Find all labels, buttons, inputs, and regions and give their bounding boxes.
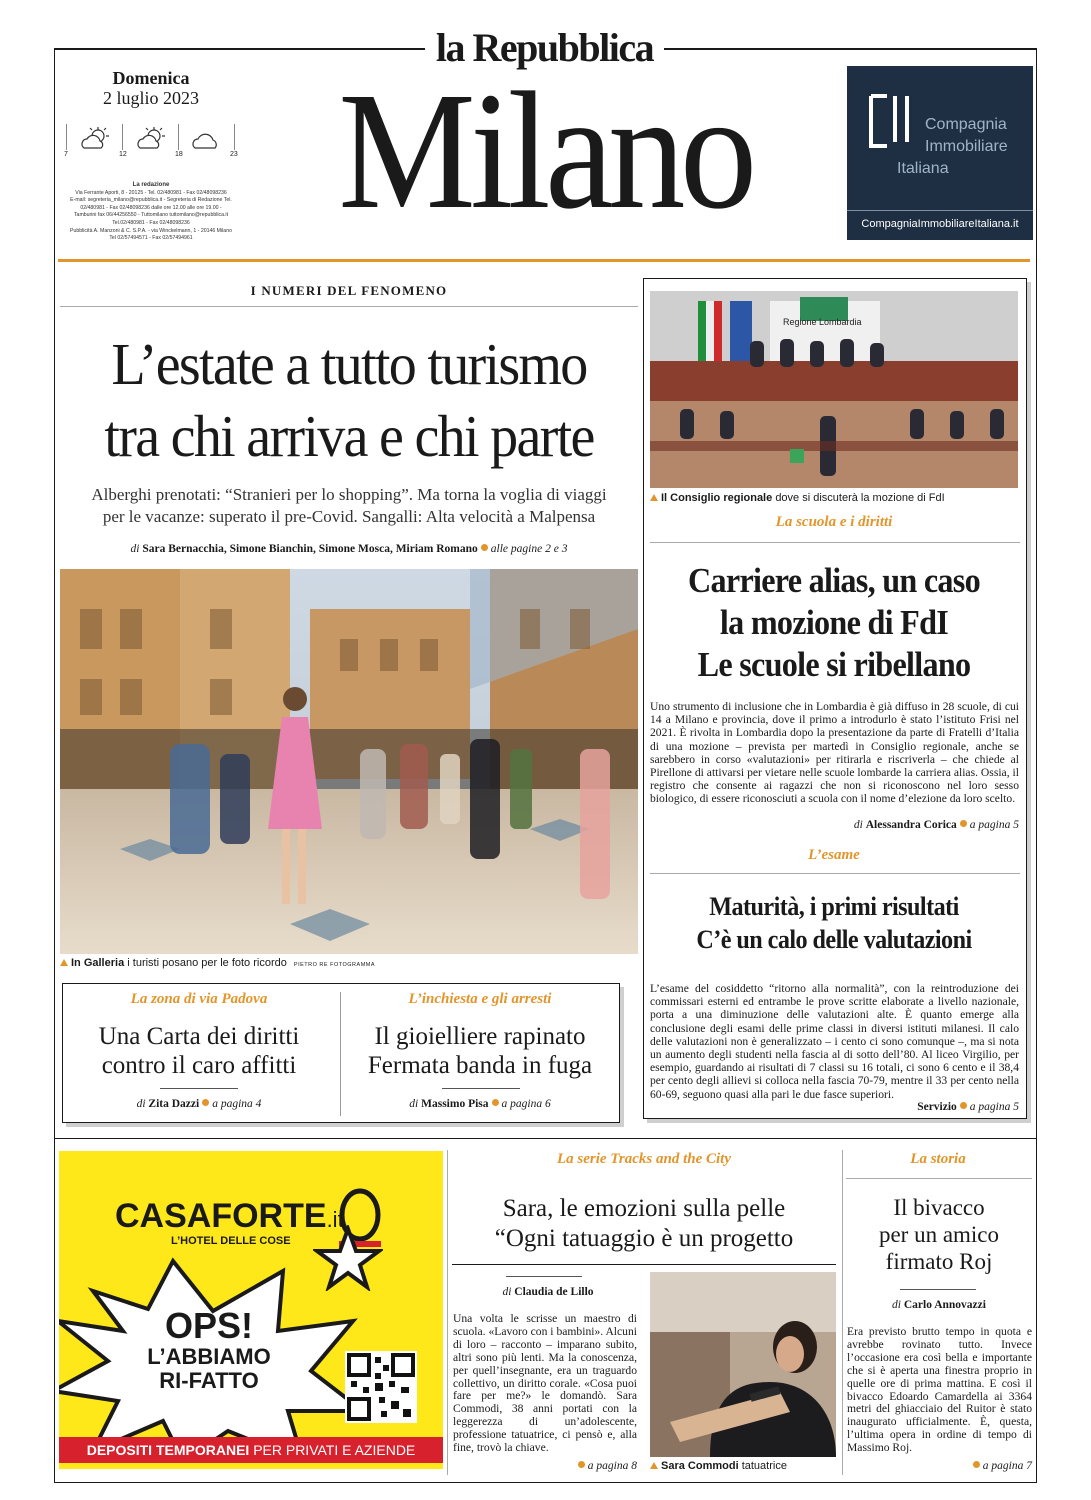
byline-authors: Sara Bernacchia, Simone Bianchin, Simone Mosca, Miriam Romano xyxy=(142,543,478,555)
bullet-icon xyxy=(960,1102,967,1109)
subhead-line: per le vacanze: superato il pre-Covid. Sangalli: Alta velocità a Malpensa xyxy=(102,507,596,526)
headline-line: Carriere alias, un caso xyxy=(688,561,980,600)
byline-author: Zita Dazzi xyxy=(148,1098,200,1110)
caption-text: tatuatrice xyxy=(741,1460,787,1472)
burst-line: L’ABBIAMO xyxy=(147,1344,271,1369)
caption-text: i turisti posano per le foto ricordo xyxy=(127,957,287,969)
story-byline xyxy=(846,1299,1032,1311)
page-ref[interactable]: a pagina 6 xyxy=(501,1098,551,1110)
redazione-line: Tamburini fax 06/44256550 - Tuttomilano tuttomilano@repubblica.it xyxy=(73,212,229,219)
weather-strip xyxy=(64,122,246,160)
by-prefix: di xyxy=(130,543,140,555)
by-prefix: di xyxy=(136,1098,146,1110)
headline-line: C’è un calo delle valutazioni xyxy=(696,925,972,954)
star-icon xyxy=(313,1225,383,1291)
story-headline xyxy=(846,1194,1032,1275)
headline-line: Il bivacco xyxy=(893,1195,985,1220)
esame-kicker: L’esame xyxy=(808,847,860,863)
caption-text: dove si discuterà la mozione di FdI xyxy=(775,492,945,504)
ad-url[interactable]: CompagniaImmobiliareItaliana.it xyxy=(861,218,1019,230)
headline-line: L’estate a tutto turismo xyxy=(111,331,587,397)
masthead-top-rule xyxy=(54,48,425,50)
redazione-line: Via Ferrante Aporti, 8 - 20125 - Tel. 02/480981 - Fax 02/48098236 xyxy=(75,189,227,196)
galleria-caption xyxy=(60,957,638,969)
by-prefix: di xyxy=(892,1299,901,1311)
cloud-icon xyxy=(190,128,224,152)
redazione-line: Tel.02/480981 - Fax 02/48098236 xyxy=(112,219,190,226)
bottom-col-divider xyxy=(447,1150,448,1475)
by-prefix: di xyxy=(502,1286,512,1298)
page-ref[interactable]: alle pagine 2 e 3 xyxy=(490,543,568,555)
weather-temp: 23 xyxy=(230,151,238,158)
photo-sign-text: Regione Lombardia xyxy=(783,317,862,327)
box-right-byline xyxy=(344,1098,616,1110)
redazione-line: E-mail: segreteria_milano@repubblica.it - Segreteria di Redazione Tel. xyxy=(70,197,232,204)
lead-headline xyxy=(71,328,628,472)
caption-bold: Il Consiglio regionale xyxy=(661,492,773,504)
headline-line: “Ogni tatuaggio è un progetto xyxy=(494,1225,794,1252)
alias-byline xyxy=(650,819,1019,831)
bullet-icon xyxy=(202,1099,209,1106)
headline-line: Il gioielliere rapinato xyxy=(374,1023,586,1050)
by-prefix: di xyxy=(409,1098,419,1110)
caption-triangle-icon xyxy=(650,1462,658,1469)
byline-author: Carlo Annovazzi xyxy=(903,1299,986,1311)
alias-body: Uno strumento di inclusione che in Lombardia è già diffuso in 28 scuole, di cui 14 a Milano e provincia, dove il primo a introdurlo è stato l’istituto Frisi nel 2021. È rivolta in Lombardia dopo la presentazione da parte di Fratelli d’Italia di una mozione – prevista per martedì in Consiglio regionale, anche se sarebbero in corso «valutazioni» per ritirarla e riscriverla – che chiede al Pirellone di attivarsi per vietare nelle scuole lombarde la carriera alias. Ossia, il registro che consente ai ragazzi che non si riconoscono nel loro sesso biologico, di essere riconosciuti a scuola con il nome d’elezione da loro scelto. xyxy=(650,700,1019,806)
headline-line: firmato Roj xyxy=(885,1249,993,1274)
tattoo-body: Una volta le scrisse un maestro di scuola. «Lavoro con i bambini». Alcuni di loro – racconto – imparano subito, altri sono più lenti. Ma la conoscenza, per quell’insegnante, era un traguardo collettivo, un diritto corale. «Cosa puoi fare per me?» le domandò. Sara Commodi, 38 anni portati con la leggerezza di un’adolescente, professione tatuatrice, ci pensò e, alla fine, trovò la chiave. xyxy=(453,1312,637,1455)
weather-temp: 18 xyxy=(175,151,183,158)
box-left-headline xyxy=(64,1022,334,1080)
edition-title: Milano xyxy=(338,58,752,244)
ad-footer-bold: DEPOSITI TEMPORANEI xyxy=(86,1442,250,1458)
page-ref[interactable]: a pagina 5 xyxy=(969,1101,1019,1113)
page-ref[interactable]: a pagina 5 xyxy=(969,819,1019,831)
ad-line: Immobiliare xyxy=(925,138,1008,155)
masthead-top-rule xyxy=(664,48,1037,50)
headline-line: tra chi arriva e chi parte xyxy=(104,403,594,469)
ad-footer-bar xyxy=(59,1437,443,1463)
edition-date: 2 luglio 2023 xyxy=(102,88,199,108)
headline-line: Una Carta dei diritti xyxy=(98,1023,300,1050)
headline-line: Le scuole si ribellano xyxy=(697,645,971,684)
burst-line: RI-FATTO xyxy=(159,1368,259,1393)
tattoo-pageref xyxy=(453,1460,637,1472)
alias-kicker: La scuola e i diritti xyxy=(775,514,893,530)
redazione-line: Pubblicità A. Manzoni & C. S.P.A. - via Winckelmann, 1 - 20146 Milano xyxy=(70,227,232,234)
caption-bold: Sara Commodi xyxy=(661,1460,739,1472)
headline-line: Fermata banda in fuga xyxy=(367,1052,593,1079)
box-right-headline xyxy=(344,1022,616,1080)
brand-part: CA xyxy=(115,1197,165,1235)
subhead-line: Alberghi prenotati: “Stranieri per lo shopping”. Ma torna la voglia di viaggi xyxy=(91,485,607,504)
headline-line: Sara, le emozioni sulla pelle xyxy=(502,1195,786,1222)
masthead-orange-rule xyxy=(58,259,1030,262)
caption-triangle-icon xyxy=(60,959,68,966)
tattoo-photo xyxy=(650,1272,836,1457)
consiglio-photo xyxy=(650,291,1018,488)
esame-headline xyxy=(659,890,1009,956)
burst-line: OPS! xyxy=(164,1305,253,1346)
consiglio-caption xyxy=(650,492,1018,504)
frame-left xyxy=(54,48,55,1483)
redazione-title: La redazione xyxy=(132,182,170,188)
lead-kicker-rule xyxy=(60,306,638,307)
box-left-byline xyxy=(64,1098,334,1110)
weather-temp: 7 xyxy=(64,151,68,158)
bullet-icon xyxy=(973,1461,980,1468)
box-pair-divider xyxy=(340,992,341,1116)
box-left-kicker: La zona di via Padova xyxy=(130,991,268,1007)
bullet-icon xyxy=(492,1099,499,1106)
photo-credit: PIETRO RE FOTOGRAMMA xyxy=(293,962,376,968)
box-right-kicker: L’inchiesta e gli arresti xyxy=(408,991,552,1007)
page-ref[interactable]: a pagina 7 xyxy=(982,1460,1032,1472)
lead-kicker: I NUMERI DEL FENOMENO xyxy=(250,283,448,298)
lead-subhead xyxy=(56,484,642,528)
frame-right xyxy=(1036,48,1037,1483)
bullet-icon xyxy=(481,544,488,551)
ad-line: Italiana xyxy=(897,160,949,177)
headline-line: la mozione di FdI xyxy=(719,603,949,642)
caption-triangle-icon xyxy=(650,494,658,501)
edition-day: Domenica xyxy=(112,68,190,88)
byline-author: Claudia de Lillo xyxy=(514,1286,594,1298)
page-ref[interactable]: a pagina 8 xyxy=(587,1460,637,1472)
tattoo-caption xyxy=(650,1460,840,1472)
headline-line: contro il caro affitti xyxy=(101,1052,297,1079)
weather-temp: 12 xyxy=(119,151,127,158)
redazione-box xyxy=(58,182,244,243)
ci-logo-icon xyxy=(857,92,919,150)
story-body: Era previsto brutto tempo in quota e avrebbe rovinato tutto. Invece l’occasione era così bella e importante che si è aperta una finestra proprio in quelle ore di prima mattina. E così il bivacco Edoardo Camardella ai 3364 metri del ghiacciaio del Ruitor è stato inaugurato ufficialmente. È, questa, l’ultima opera in ordine di tempo di Massimo Roj. xyxy=(847,1325,1032,1455)
esame-body: L’esame del cosiddetto “ritorno alla normalità”, con la reintroduzione dei commissari esterni ed entrambe le prove scritte elaborate a livello nazionale, porta a una diminuzione delle valutazioni alte. È quanto emerge alla conclusione degli esami delle prime classi in diversi istituti milanesi. Il calo delle valutazioni non è generalizzato – i cento ci sono comunque –, ma si nota un aumento degli studenti nella fascia al di sotto dell’80. Al liceo Virgilio, per esempio, guardando ai risultati di 7 classi su 16 totali, ci sono 6 cento e il 38,4 per cento degli allievi si colloca nella fascia 70-79, mentre il 33 per cento nella 60-69, seguono quasi alla pari le due fasce superiori. xyxy=(650,982,1019,1101)
tattoo-byline xyxy=(452,1286,644,1298)
ad-brand xyxy=(115,1197,344,1236)
redazione-line: Tel 02/57494571 - Fax 02/57494961 xyxy=(109,235,193,242)
tattoo-kicker: La serie Tracks and the City xyxy=(556,1151,732,1167)
story-kicker: La storia xyxy=(910,1151,966,1167)
brand-logo: la Repubblica xyxy=(435,25,654,70)
byline-author: Alessandra Corica xyxy=(865,819,957,831)
byline-author: Servizio xyxy=(917,1101,957,1113)
lead-byline xyxy=(56,543,642,555)
story-pageref xyxy=(847,1460,1032,1472)
byline-author: Massimo Pisa xyxy=(421,1098,489,1110)
by-prefix: di xyxy=(853,819,863,831)
burst-text xyxy=(99,1307,319,1393)
ad-footer-text: PER PRIVATI E AZIENDE xyxy=(253,1442,416,1458)
caption-bold: In Galleria xyxy=(71,957,125,969)
page-ref[interactable]: a pagina 4 xyxy=(212,1098,262,1110)
ad-tagline: L’HOTEL DELLE COSE xyxy=(171,1235,291,1247)
bullet-icon xyxy=(960,820,967,827)
redazione-line: 02/480981 - Fax 02/48098236 dalle ore 12.00 alle ore 19.00 - xyxy=(80,204,222,211)
bottom-col-divider xyxy=(842,1150,843,1475)
brand-tld: .it xyxy=(326,1207,344,1232)
headline-line: Maturità, i primi risultati xyxy=(709,892,959,921)
tattoo-headline xyxy=(452,1194,836,1254)
esame-byline xyxy=(650,1101,1019,1113)
brand-part: SAFORTE xyxy=(164,1197,327,1235)
ad-line: Compagnia xyxy=(925,116,1007,133)
sun-cloud-icon xyxy=(78,126,112,152)
qr-code-icon xyxy=(345,1351,417,1423)
bullet-icon xyxy=(578,1461,585,1468)
frame-bottom xyxy=(54,1482,1037,1483)
ad-compagnia-immobiliare[interactable] xyxy=(847,66,1033,240)
alias-headline xyxy=(661,560,1007,686)
headline-line: per un amico xyxy=(878,1222,1000,1247)
sun-cloud-icon xyxy=(134,126,168,152)
galleria-photo xyxy=(60,569,638,954)
ad-casaforte[interactable] xyxy=(59,1151,443,1469)
bottom-section-rule xyxy=(54,1138,1036,1139)
